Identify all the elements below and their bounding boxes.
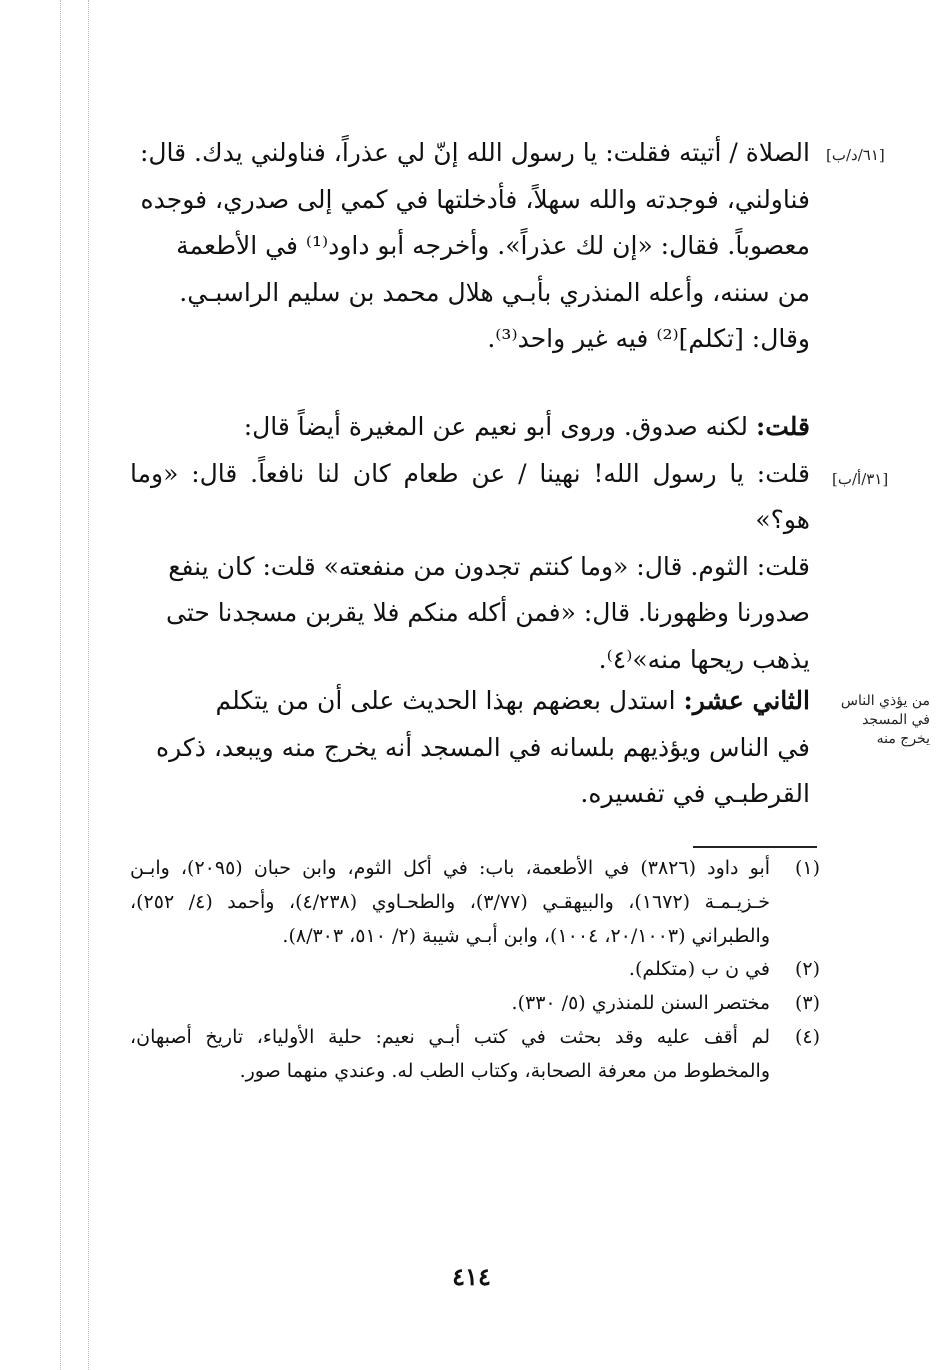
text-line: صدورنا وظهورنا. قال: «فمن أكله منكم فلا يقربن مسجدنا حتى [165, 598, 810, 627]
side-note [830, 692, 930, 749]
text-line [130, 404, 810, 451]
footnote-number: (١) [794, 857, 820, 879]
text-line: الصلاة / أتيته فقلت: يا رسول الله إنّ لي عذراً، فناولني يدك. قال: [139, 138, 810, 167]
footnote-text: في ن ب (متكلم). [628, 958, 770, 981]
text-span: لكنه صدوق. وروى أبو نعيم عن المغيرة أيضاً قال: [243, 412, 749, 441]
side-note-line: في المسجد [862, 712, 930, 728]
manuscript-ref-1: [٦١/د/ب] [826, 146, 885, 164]
side-note-line: يخرج منه [876, 731, 930, 747]
paragraph-2 [130, 404, 810, 683]
footnote [130, 987, 820, 1021]
paragraph-3 [130, 678, 810, 818]
footnotes [130, 852, 820, 1089]
text-line: يذهب ريحها منه»⁽٤⁾. [598, 644, 810, 674]
text-line: من سننه، وأعله المنذري بأبـي هلال محمد بن سليم الراسبـي. [179, 277, 810, 307]
footnote-separator [693, 846, 817, 848]
bold-label: الثاني عشر: [683, 686, 810, 715]
text-line: في الناس ويؤذيهم بلسانه في المسجد أنه يخرج منه ويبعد، ذكره [155, 732, 810, 762]
left-edge-dots [60, 0, 61, 1370]
side-note-line: من يؤذي الناس [840, 693, 930, 709]
footnote [130, 953, 820, 987]
footnote-text: أبو داود (٣٨٢٦) في الأطعمة، باب: في أكل الثوم، وابن حبان (٢٠٩٥)، وابـن خـزيـمـة (١٦٧٢)، والبيهقـي (٣/٧٧)، والطحـاوي (٤/٢٣٨)، وأحمد (٤/ ٢٥٢)، والطبراني (٢٠/١٠٠٣، ١٠٠٤)، وابن أبـي شيبة (٢/ ٥١٠، ٨/٣٠٣). [130, 857, 771, 947]
text-line: القرطبـي في تفسيره. [580, 779, 810, 808]
bold-label: قلت: [755, 412, 810, 441]
footnote [130, 852, 820, 953]
text-line: قلت: يا رسول الله! نهينا / عن طعام كان لنا نافعاً. قال: «وما هو؟» [130, 458, 810, 534]
footnote-number: (٣) [794, 992, 820, 1015]
text-line: فناولني، فوجدته والله سهلاً، فأدخلتها في كمي إلى صدري، فوجده [140, 184, 810, 214]
text-line: وقال: [تكلم]⁽²⁾ فيه غير واحد⁽³⁾. [487, 324, 810, 353]
paragraph-1 [130, 130, 810, 363]
text-line [130, 678, 810, 725]
text-line: معصوباً. فقال: «إن لك عذراً». وأخرجه أبو داود⁽¹⁾ في الأطعمة [176, 231, 810, 260]
footnote-text: لم أقف عليه وقد بحثت في كتب أبـي نعيم: حلية الأولياء، تاريخ أصبهان، والمخطوط من معرفة الصحابة، وكتاب الطب له. وعندي منهما صور. [130, 1025, 770, 1082]
page-number: ٤١٤ [452, 1262, 491, 1291]
manuscript-ref-2: [٣١/أ/ب] [832, 470, 889, 488]
text-span: استدل بعضهم بهذا الحديث على أن من يتكلم [215, 686, 676, 715]
footnote [130, 1021, 820, 1089]
left-edge-dots-inner [88, 0, 89, 1370]
footnote-number: (٢) [794, 958, 820, 981]
text-line: قلت: الثوم. قال: «وما كنتم تجدون من منفعته» قلت: كان ينفع [168, 551, 810, 581]
footnote-text: مختصر السنن للمنذري (٥/ ٣٣٠). [511, 992, 770, 1015]
footnote-number: (٤) [794, 1025, 820, 1048]
